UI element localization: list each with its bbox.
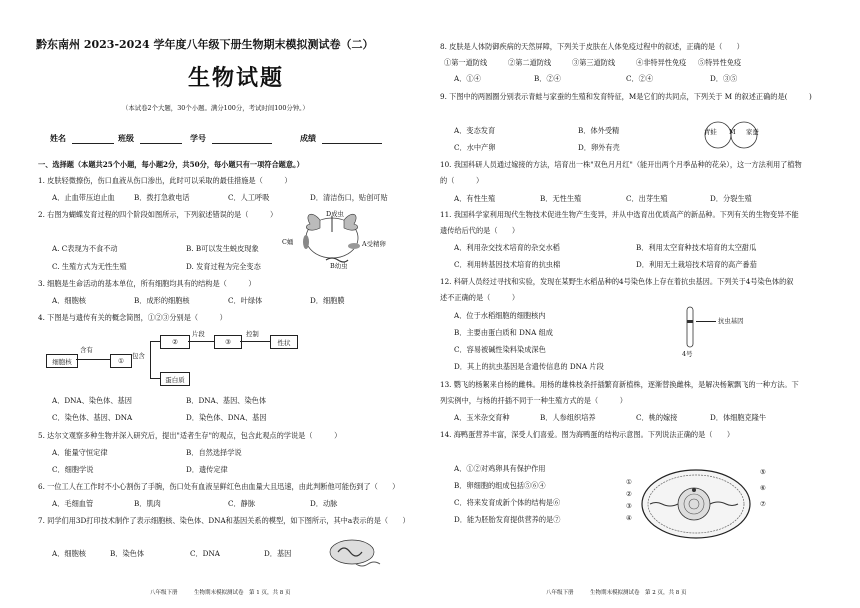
question-4: 4. 下图是与遗传有关的概念简图，①②③分别是（ ） xyxy=(38,313,227,322)
q6-option-a: A．毛细血管 xyxy=(52,499,94,508)
gene-band xyxy=(687,320,693,323)
question-11: 11. 我国科学家利用现代生物技术促进生物产生变异，并从中选育出优质高产的新品种。下列有关的生物变异不能 xyxy=(440,210,799,219)
fig-b-label: B幼虫 xyxy=(330,262,348,270)
question-13: 13. 鹦飞的杨絮来自杨的雌株。用杨的雄株枝条扦插繁育新植株，逐渐替换雌株，是解决杨絮飘飞的一种方法。下 xyxy=(440,380,799,389)
concept-node-1: ① xyxy=(110,354,132,368)
concept-arrow-2 xyxy=(188,341,214,342)
question-13-cont: 列实例中，与杨的扦插不同于一种生殖方式的是（ ） xyxy=(440,396,627,405)
question-14: 14. 海鸭蛋营养丰富，深受人们喜爱。图为海鸭蛋的结构示意图。下列说法正确的是（ ） xyxy=(440,430,735,439)
chromosome-shape xyxy=(687,307,693,347)
q6-option-b: B．肌肉 xyxy=(134,499,161,508)
q8-option-a: A．①④ xyxy=(454,74,481,83)
question-10: 10. 我国科研人员通过嫁接的方法，培育出一株"双色月月红"（能开出两个月季品种的花朵），这一方法利用了植物 xyxy=(440,160,802,169)
q5-option-b: B．自然选择学说 xyxy=(186,448,242,457)
name-label: 姓名 xyxy=(50,133,66,143)
question-11-cont: 遗传给后代的是（ ） xyxy=(440,226,520,235)
q9-option-c: C．水中产卵 xyxy=(454,143,496,152)
chromosome-label: 4号 xyxy=(682,350,693,358)
q3-option-c: C．叶绿体 xyxy=(228,296,263,305)
concept-contains-2: 包含 xyxy=(132,352,145,360)
question-7: 7. 同学们用3D打印技术制作了表示细胞核、染色体、DNA和基因关系的模型，如下图所示，其中a表示的是（ ） xyxy=(38,516,410,525)
q14-option-a: A．①②对鸡卵具有保护作用 xyxy=(454,464,546,473)
venn-m-label: M xyxy=(729,128,736,136)
q4-option-d: D．染色体、DNA、基因 xyxy=(186,413,267,422)
egg-label-1: ① xyxy=(626,478,632,486)
id-label: 学号 xyxy=(190,133,206,143)
q13-option-b: B．人参组织培养 xyxy=(540,413,596,422)
chromosome-figure xyxy=(684,306,696,348)
nucleus-model-figure xyxy=(326,530,386,572)
egg-label-6: ⑥ xyxy=(760,484,766,492)
score-blank xyxy=(322,143,382,144)
concept-arrow-1 xyxy=(76,359,110,360)
q4-option-c: C．染色体、基因、DNA xyxy=(52,413,133,422)
q8-item-2: ②第二道防线 xyxy=(508,58,552,67)
q7-option-b: B．染色体 xyxy=(110,549,145,558)
q10-option-c: C．出芽生殖 xyxy=(626,194,668,203)
exam-note: （本试卷2个大题，30个小题。满分100分，考试时间100分钟。） xyxy=(122,104,309,112)
question-8: 8. 皮肤是人体防御疾病的天然屏障，下列关于皮肤在人体免疫过程中的叙述，正确的是（ ） xyxy=(440,42,744,51)
concept-branch-top xyxy=(150,341,160,342)
q1-option-c: C．人工呼吸 xyxy=(228,193,270,202)
fig-d-label: D成虫 xyxy=(326,210,344,218)
question-2: 2. 右图为蝴蝶发育过程的四个阶段如图所示，下列叙述错误的是（ ） xyxy=(38,210,278,219)
q3-option-d: D．细胞膜 xyxy=(310,296,345,305)
venn-silkworm-label: 家蚕 xyxy=(746,128,759,136)
exam-title: 黔东南州 2023-2024 学年度八年级下册生物期末模拟测试卷（二） xyxy=(36,38,374,51)
gene-pointer xyxy=(696,321,716,322)
subject-title: 生物试题 xyxy=(188,65,285,91)
class-blank xyxy=(140,143,182,144)
question-10-cont: 的（ ） xyxy=(440,176,484,185)
q2-option-d: D. 发育过程为完全变态 xyxy=(186,262,261,271)
egg-label-3: ③ xyxy=(626,502,632,510)
q13-option-a: A．玉米杂交育种 xyxy=(454,413,510,422)
egg-label-7: ⑦ xyxy=(760,500,766,508)
q3-option-a: A．细胞核 xyxy=(52,296,86,305)
question-5: 5. 达尔文观察多种生物并深入研究后，提出"适者生存"的观点，包含此观点的学说是（ ） xyxy=(38,431,342,440)
q7-option-d: D．基因 xyxy=(264,549,292,558)
q2-option-b: B. B可以发生蜕皮现象 xyxy=(186,244,259,253)
fig-a-label: A受精卵 xyxy=(362,240,386,248)
egg-label-5: ⑤ xyxy=(760,468,766,476)
pupa-shape xyxy=(303,235,309,249)
q5-option-a: A．能量守恒定律 xyxy=(52,448,108,457)
concept-branch-bottom xyxy=(150,378,160,379)
nucleus-shape xyxy=(330,540,374,564)
concept-node-3: ③ xyxy=(214,335,242,349)
concept-branch-line xyxy=(150,342,151,378)
q2-option-c: C. 生殖方式为无性生殖 xyxy=(52,262,127,271)
class-label: 班级 xyxy=(118,133,134,143)
egg-label-4: ④ xyxy=(626,514,632,522)
q11-option-a: A．利用杂交技术培育的杂交水稻 xyxy=(454,243,560,252)
concept-contains-1: 含有 xyxy=(80,346,93,354)
q10-option-a: A．有性生殖 xyxy=(454,194,496,203)
q10-option-d: D．分裂生殖 xyxy=(710,194,752,203)
score-label: 成绩 xyxy=(300,133,316,143)
page-1-footer: 八年级下册 生物期末模拟测试卷 第 1 页，共 8 页 xyxy=(150,590,291,596)
q1-option-b: B．拨打急救电话 xyxy=(134,193,190,202)
q8-item-4: ④非特异性免疫 xyxy=(636,58,687,67)
q11-option-b: B．利用太空育种技术培育的太空甜瓜 xyxy=(636,243,757,252)
concept-node-2: ② xyxy=(160,335,190,349)
q8-item-1: ①第一道防线 xyxy=(444,58,488,67)
q6-option-d: D．动脉 xyxy=(310,499,338,508)
q7-option-c: C．DNA xyxy=(190,549,220,558)
q12-option-c: C．容易被碱性染料染成深色 xyxy=(454,345,546,354)
q11-option-d: D．利用无土栽培技术培育的高产番茄 xyxy=(636,260,757,269)
q13-option-d: D．体细胞克隆牛 xyxy=(710,413,767,422)
fig-c-label: C蛹 xyxy=(282,238,294,246)
q4-option-b: B．DNA、基因、染色体 xyxy=(186,396,267,405)
q3-option-b: B．成形的细胞核 xyxy=(134,296,190,305)
q8-option-b: B．②④ xyxy=(534,74,561,83)
q14-option-d: D．能为胚胎发育提供营养的是⑦ xyxy=(454,515,561,524)
q6-option-c: C．静脉 xyxy=(228,499,256,508)
q12-option-a: A．位于水稻细胞的细胞核内 xyxy=(454,311,546,320)
id-blank xyxy=(212,143,272,144)
page-2-footer: 八年级下册 生物期末模拟测试卷 第 2 页，共 8 页 xyxy=(546,590,687,596)
butterfly-wing-left xyxy=(306,214,320,230)
concept-trait: 性状 xyxy=(270,335,298,349)
gene-label: 抗虫基因 xyxy=(718,317,744,325)
q7-option-a: A．细胞核 xyxy=(52,549,86,558)
q12-option-d: D．其上的抗虫基因是含遗传信息的 DNA 片段 xyxy=(454,362,604,371)
egg-yolk xyxy=(678,488,710,520)
question-6: 6. 一位工人在工作时不小心割伤了手腕，伤口处有血液呈鲜红色由血量大且迅速，由此判断他可能伤到了（ ） xyxy=(38,482,400,491)
concept-cell-nucleus: 细胞核 xyxy=(46,354,78,368)
concept-arrow-3 xyxy=(240,341,270,342)
name-blank xyxy=(72,143,114,144)
question-12-cont: 述不正确的是（ ） xyxy=(440,293,520,302)
q8-item-5: ⑤特异性免疫 xyxy=(698,58,742,67)
concept-control: 控制 xyxy=(246,330,259,338)
question-12: 12. 科研人员经过寻找和实验，发现在某野生水稻品种的4号染色体上存在着抗虫基因。下列关于4号染色体的叙 xyxy=(440,277,794,286)
question-3: 3. 细胞是生命活动的基本单位，所有细胞均具有的结构是（ ） xyxy=(38,279,256,288)
q1-option-d: D．清洁伤口，贴创可贴 xyxy=(310,193,388,202)
q11-option-c: C．利用转基因技术培育的抗虫棉 xyxy=(454,260,561,269)
q5-option-d: D．遗传定律 xyxy=(186,465,228,474)
venn-frog-label: 青蛙 xyxy=(704,128,717,136)
q8-item-3: ③第三道防线 xyxy=(572,58,616,67)
q5-option-c: C．细胞学说 xyxy=(52,465,94,474)
q13-option-c: C．桃的嫁接 xyxy=(636,413,678,422)
q8-option-d: D．③⑤ xyxy=(710,74,738,83)
egg-shape xyxy=(348,243,360,249)
germinal-disc xyxy=(692,488,696,492)
q2-option-a: A. C表现为不食不动 xyxy=(52,244,118,253)
concept-protein: 蛋白质 xyxy=(160,372,190,386)
q9-option-a: A．变态发育 xyxy=(454,126,496,135)
egg-label-2: ② xyxy=(626,490,632,498)
q9-option-b: B．体外受精 xyxy=(578,126,620,135)
q10-option-b: B．无性生殖 xyxy=(540,194,582,203)
q14-option-b: B．卵细胞的组成包括⑤⑥④ xyxy=(454,481,546,490)
q1-option-a: A．止血带压迫止血 xyxy=(52,193,115,202)
butterfly-wing-right xyxy=(344,214,358,230)
question-1: 1. 皮肤轻微擦伤，伤口血液从伤口渗出，此时可以采取的最佳措施是（ ） xyxy=(38,176,292,185)
q9-option-d: D．卵外有壳 xyxy=(578,143,620,152)
egg-structure-figure xyxy=(636,466,756,542)
q8-option-c: C．②④ xyxy=(626,74,654,83)
section-heading: 一、选择题（本题共25个小题，每小题2分，共50分，每小题只有一项符合题意。） xyxy=(38,160,304,169)
concept-fragment: 片段 xyxy=(192,330,205,338)
q12-option-b: B．主要由蛋白质和 DNA 组成 xyxy=(454,328,553,337)
page-2 xyxy=(430,0,860,608)
q4-option-a: A．DNA、染色体、基因 xyxy=(52,396,132,405)
q14-option-c: C．将来发育成新个体的结构是⑥ xyxy=(454,498,561,507)
question-9: 9. 下图中的两圆圈分别表示青蛙与家蚕的生殖和发育特征，M是它们的共同点，下列关于 M 的叙述正确的是( ) xyxy=(440,92,812,101)
